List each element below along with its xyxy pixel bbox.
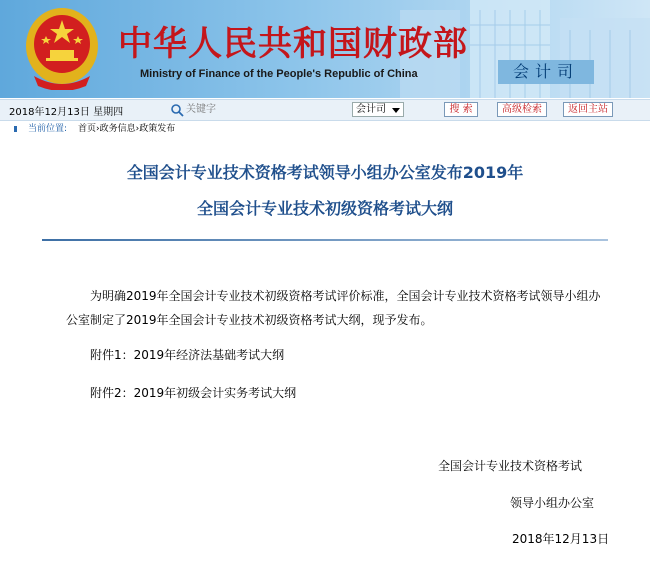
header-banner [0,0,650,98]
signature-org: 全国会计专业技术资格考试 [438,459,583,473]
signature-office: 领导小组办公室 [510,496,595,510]
search-scope-value: 会计司 [356,104,386,115]
attachment-1[interactable]: 附件1：2019年经济法基础考试大纲 [90,348,285,362]
department-tag: 会计司 [498,60,594,84]
breadcrumb [0,121,650,137]
title-divider [42,239,608,241]
search-input[interactable] [186,102,344,117]
chevron-down-icon [392,108,400,113]
site-title-cn: 中华人民共和国财政部 [118,24,468,64]
search-icon [170,103,184,117]
national-emblem-icon [24,6,100,90]
breadcrumb-marker-icon [14,126,17,132]
current-date: 2018年12月13日 星期四 [9,107,124,118]
search-button[interactable]: 搜 索 [444,102,478,117]
article-title-line2: 全国会计专业技术初级资格考试大纲 [196,199,453,218]
site-title-en: Ministry of Finance of the People's Republic of China [140,68,418,80]
article-title-line1: 全国会计专业技术资格考试领导小组办公室发布2019年 [126,163,524,182]
article-body: 为明确2019年全国会计专业技术初级资格考试评价标准，全国会计专业技术资格考试领导小组办公室制定了2019年全国会计专业技术初级资格考试大纲，现予发布。 [66,289,601,327]
toolbar [0,99,650,121]
signature-date: 2018年12月13日 [512,532,610,546]
breadcrumb-path[interactable]: 首页›政务信息›政策发布 [78,124,176,134]
advanced-search-button[interactable]: 高级检索 [497,102,547,117]
return-home-button[interactable]: 返回主站 [563,102,613,117]
attachment-2[interactable]: 附件2：2019年初级会计实务考试大纲 [90,386,297,400]
breadcrumb-label: 当前位置: [28,124,68,134]
search-scope-select[interactable] [352,102,404,117]
